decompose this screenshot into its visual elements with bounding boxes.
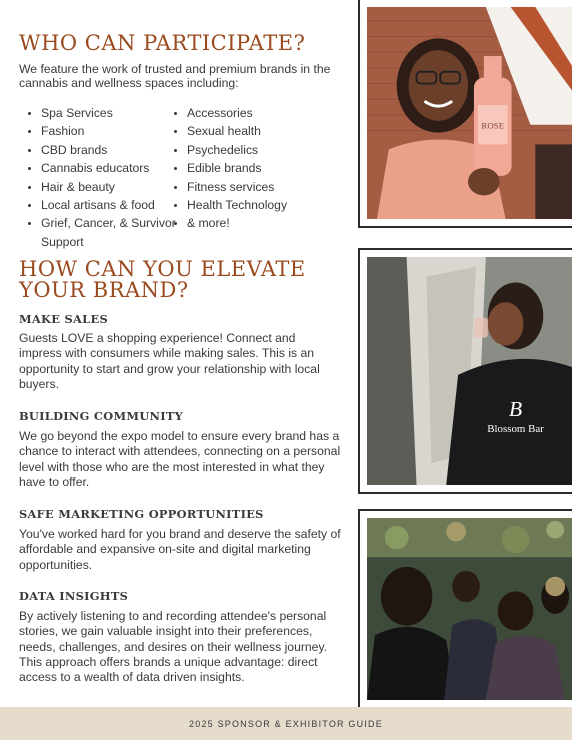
- list-item: • Edible brands: [187, 159, 362, 177]
- photo-woman-with-bottle: [358, 0, 572, 228]
- list-item: • Local artisans & food: [41, 196, 191, 214]
- photo-woman-drinking: [358, 248, 572, 494]
- section-text: Guests LOVE a shopping experience! Connect and impress with consumers while making sales. This is an opportunity to start and grow your relationship with local buyers.: [19, 331, 320, 391]
- photo-illustration: [367, 257, 572, 485]
- list-item: • Hair & beauty: [41, 178, 191, 196]
- list-item: • Accessories: [187, 104, 362, 122]
- list-item: • Grief, Cancer, & Survivor Support: [41, 214, 191, 251]
- list-item: • Fashion: [41, 122, 191, 140]
- list-item: • Fitness services: [187, 178, 362, 196]
- participate-list-right: [165, 104, 362, 233]
- list-item: • CBD brands: [41, 141, 191, 159]
- photo-illustration: [367, 7, 572, 219]
- elevate-title-line1: HOW CAN YOU ELEVATE: [19, 257, 306, 281]
- footer-text: 2025 SPONSOR & EXHIBITOR GUIDE: [189, 718, 383, 729]
- section-text: We go beyond the expo model to ensure every brand has a chance to interact with attendees, connecting on a personal level with those who are the most interested in what they have to offer.: [19, 429, 341, 489]
- participate-title: WHO CAN PARTICIPATE?: [19, 31, 306, 55]
- photo-crowd: [358, 509, 572, 709]
- section-heading: BUILDING COMMUNITY: [19, 409, 184, 423]
- participate-intro: We feature the work of trusted and premium brands in the cannabis and wellness spaces including:: [19, 62, 331, 91]
- list-item: • Health Technology: [187, 196, 362, 214]
- section-heading: SAFE MARKETING OPPORTUNITIES: [19, 507, 264, 521]
- bottle-label: ROSE: [481, 120, 505, 131]
- section-heading: DATA INSIGHTS: [19, 589, 129, 603]
- section-text: By actively listening to and recording attendee's personal stories, we gain valuable insight into their preferences, needs, challenges, and desires on their wellness journey. This approach offers brands a unique advantage: direct access to a wealth of data driven insights.: [19, 609, 328, 685]
- photo-illustration: [367, 518, 572, 700]
- footer-bar: [0, 707, 572, 740]
- section-text: You've worked hard for you brand and deserve the safety of affordable and expansive on-site and digital marketing opportunities.: [19, 527, 341, 572]
- list-item: • & more!: [187, 214, 362, 232]
- list-item: • Psychedelics: [187, 141, 362, 159]
- hoodie-text: Blossom Bar: [487, 422, 544, 435]
- list-item: • Sexual health: [187, 122, 362, 140]
- section-heading: MAKE SALES: [19, 312, 108, 326]
- list-item: • Spa Services: [41, 104, 191, 122]
- elevate-title-line2: YOUR BRAND?: [19, 278, 189, 302]
- svg-text:B: B: [508, 397, 523, 422]
- list-item: • Cannabis educators: [41, 159, 191, 177]
